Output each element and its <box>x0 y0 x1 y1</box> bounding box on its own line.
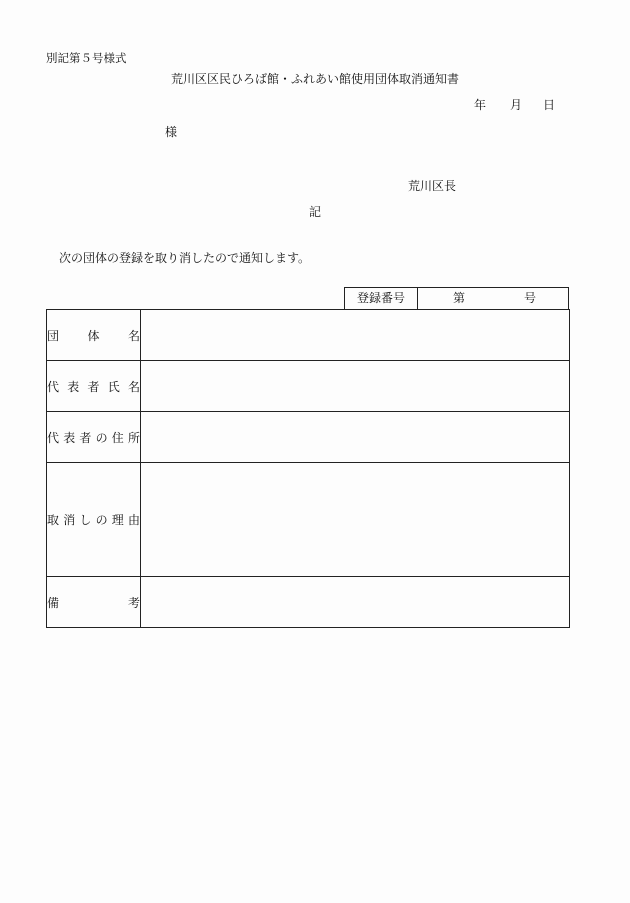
table-row-representative-address <box>47 412 570 463</box>
registration-number-box <box>344 287 569 309</box>
document-title: 荒川区区民ひろば館・ふれあい館使用団体取消通知書 <box>170 72 459 86</box>
notice-table <box>46 309 570 628</box>
row-label-text: 団 体 名 <box>47 328 140 343</box>
registration-number-field[interactable] <box>418 288 568 309</box>
row-label-text: 代 表 者 の 住 所 <box>47 430 140 445</box>
row-label-group-name <box>47 310 141 361</box>
row-label-text: 取 消 し の 理 由 <box>47 513 140 527</box>
issuer-name: 荒川区長 <box>408 179 457 193</box>
registration-suffix: 号 <box>524 291 537 305</box>
row-label-remarks <box>47 577 141 628</box>
date-year-label: 年 <box>474 98 487 112</box>
row-label-text: 備 考 <box>47 595 140 610</box>
table-row-representative-name <box>47 361 570 412</box>
row-label-representative-name <box>47 361 141 412</box>
registration-prefix: 第 <box>453 291 466 305</box>
table-row-cancellation-reason <box>47 463 570 577</box>
table-row-group-name <box>47 310 570 361</box>
date-month-label: 月 <box>510 98 523 112</box>
addressee-suffix: 様 <box>165 125 178 139</box>
row-label-text: 代 表 者 氏 名 <box>47 379 140 394</box>
row-label-cancellation-reason <box>47 463 141 577</box>
registration-number-label: 登録番号 <box>345 288 418 309</box>
date-day-label: 日 <box>543 98 556 112</box>
remarks-field[interactable] <box>141 577 570 628</box>
cancellation-reason-field[interactable] <box>141 463 570 577</box>
representative-address-field[interactable] <box>141 412 570 463</box>
notice-body-text: 次の団体の登録を取り消したので通知します。 <box>59 251 311 265</box>
ki-heading: 記 <box>309 205 322 219</box>
representative-name-field[interactable] <box>141 361 570 412</box>
group-name-field[interactable] <box>141 310 570 361</box>
form-label: 別記第５号様式 <box>46 51 127 65</box>
table-row-remarks <box>47 577 570 628</box>
row-label-representative-address <box>47 412 141 463</box>
